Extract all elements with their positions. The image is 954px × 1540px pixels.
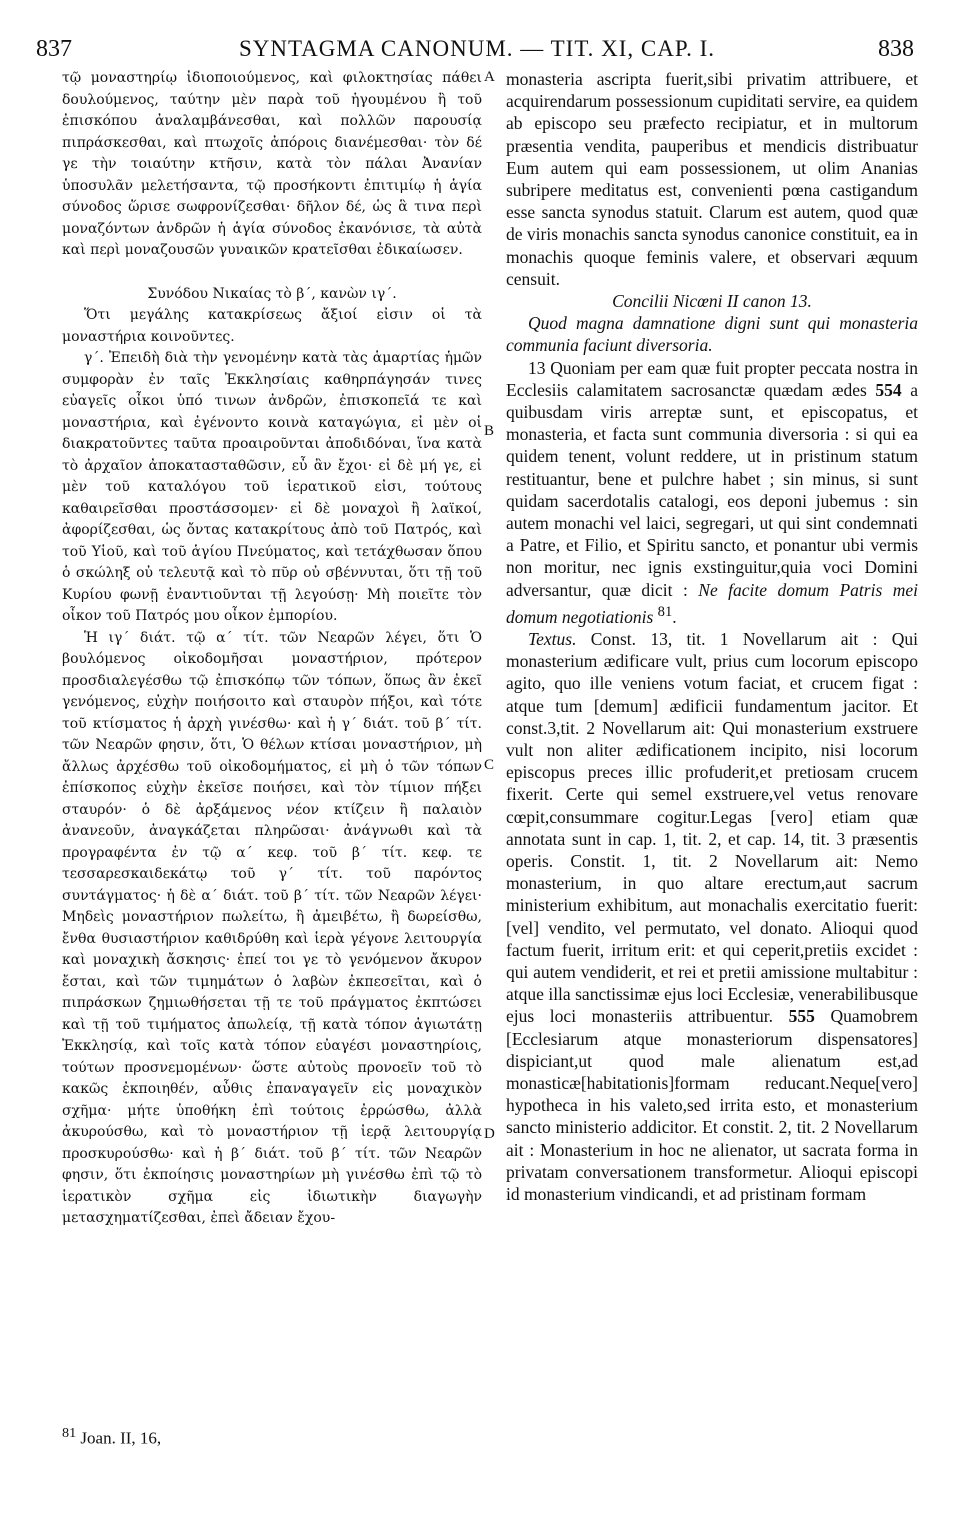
footnote xyxy=(62,1425,161,1449)
latin-p2-mid: a quibusdam viris arreptæ sunt, et episcopatus, et monasteria, et facta sunt communia diversoria : si qui ea quidem tenent, volunt reddere, ut in pristinum statum restituantur, bene et pulchre habet ; sin minus, si sunt quidam sacerdotalis catalogi, eos deponi jubemus : sin autem monachi vel laici, segregari, ut qui sint condemnati a Patre, et Filio, et Spiritu sancto, et ponantur ubi vermis non moritur, nec ignis exstinguitur,quia voci Domini adversantur, quæ dicit : xyxy=(506,379,918,600)
latin-paragraph-1: monasteria ascripta fuerit,sibi privatim attribuere, et acquirendarum possessionum cupiditati servire, ea quidem ab episcopo seu præfecto recipiatur, et in multorum præsentia vendita, pauperibus et mendicis distribuatur Eum autem qui eam possessionem, ut olim Ananias subripere meditatus est, convenienti pœna castigandum esse sancta synodus statuit. Clarum est autem, quod quæ de viris monachis sancta synodus canonice constituit, ea in monachis quoque feminis valere, et observari æquum censuit. xyxy=(506,69,918,289)
latin-canon-subheading: Quod magna damnatione digni sunt qui monasteria communia faciunt diversoria. xyxy=(506,313,918,356)
footnote-text: Joan. II, 16, xyxy=(76,1428,162,1448)
page-marker-555: 555 xyxy=(788,1006,815,1027)
margin-letter-a: A xyxy=(484,69,495,85)
greek-canon-subheading: Ὅτι μεγάλης κατακρίσεως ἄξιοί εἰσιν οἱ τὰ μοναστήρια κοινοῦντες. xyxy=(62,307,482,345)
latin-scripture-quote: Ne facite domum Patris mei domum negotiationis xyxy=(506,579,918,627)
latin-textus-label: Textus. xyxy=(528,628,577,649)
latin-p3-b: Quamobrem [Ecclesiarum atque monasteriorum dispensatores] dispiciant,ut quod male alienatum est,ad monasticæ[habitationis]formam reducant.Neque[vero] hypotheca in his valeto,sed irrita esto, et monasterium sancto ministerio addicitor. Et constit. 2, tit. 2 Novellarum ait : Monasterium in hoc ne alienator, ut sacrata forma in privatam conversationem transformetur. Alioqui episcopi id monasterium vindicandi, et ad pristinam formam xyxy=(506,1006,918,1204)
greek-paragraph-2: γ΄. Ἐπειδὴ διὰ τὴν γενομένην κατὰ τὰς ἁμαρτίας ἡμῶν συμφορὰν ἐν ταῖς Ἐκκλησίαις καθηρπάγησάν τινες εὐαγεῖς οἶκοι ὑπό τινων ἀνδρῶν, ἐπισκοπεῖά τε καὶ μοναστήρια, καὶ ἐγένοντο κοινὰ καταγώγια, εἰ μὲν οἱ διακρατοῦντες ταῦτα προαιροῦνται ἀποδιδόναι, ἵνα κατὰ τὸ ἀρχαῖον ἀποκατασταθῶσιν, εὖ ἂν ἔχοι· εἰ δὲ μή γε, εἰ μὲν τοῦ καταλόγου τοῦ ἱερατικοῦ εἰσι, τούτους καθαιρεῖσθαι προστάσσομεν· εἰ δὲ μοναχοὶ ἢ λαϊκοί, ἀφορίζεσθαι, ὡς ὄντας κατακρίτους ἀπὸ τοῦ Πατρός, καὶ τοῦ Υἱοῦ, καὶ τοῦ ἁγίου Πνεύματος, καὶ τετάχθωσαν ὅπου ὁ σκώληξ οὐ τελευτᾷ καὶ τὸ πῦρ οὐ σβέννυται, ὅτι τῇ τοῦ Κυρίου φωνῇ ἐναντιοῦνται τῇ λεγούσῃ· Μὴ ποιεῖτε τὸν οἶκον τοῦ Πατρός μου οἶκον ἐμπορίου. xyxy=(62,350,482,624)
greek-canon-heading: Συνόδου Νικαίας τὸ β΄, κανὼν ιγ΄. xyxy=(147,285,397,302)
latin-paragraph-2: 13 Quoniam per eam quæ fuit propter peccata nostra in Ecclesiis calamitatem sacrosanctæ quædam ædes 554 a quibusdam viris arreptæ sunt, et episcopatus, et monasteria, et facta sunt communia diversoria : si qui ea quidem tenent, volunt reddere, ut in pristinum statum restituantur, bene et pulchre habet ; sin minus, si sunt quidam sacerdotalis catalogi, eos deponi jubemus : sin autem monachi vel laici, segregari, ut qui sint condemnati a Patre, et Filio, et Spiritu sancto, et ponantur ubi vermis non moritur, nec ignis exstinguitur,quia voci Domini adversantur, quæ dicit : Ne facite domum Patris mei domum negotiationis $^{81}$. xyxy=(506,357,918,627)
footnote-ref-81: 81 xyxy=(657,603,673,620)
page-number-left: 837 xyxy=(36,36,72,62)
greek-column xyxy=(62,68,482,1230)
latin-p2-start: 13 Quoniam per eam quæ fuit propter peccata nostra in Ecclesiis calamitatem sacrosanctæ quædam ædes xyxy=(506,357,918,400)
page-number-right: 838 xyxy=(878,36,914,62)
page-marker-554: 554 xyxy=(875,379,902,400)
running-title: SYNTAGMA CANONUM. — TIT. XI, CAP. I. xyxy=(238,36,716,61)
latin-canon-heading: Concilii Nicœni II canon 13. xyxy=(612,291,812,312)
greek-paragraph-3: Ἡ ιγ΄ διάτ. τῷ α΄ τίτ. τῶν Νεαρῶν λέγει, ὅτι Ὁ βουλόμενος οἰκοδομῆσαι μοναστήριον, πρότερον προσδιαλεγέσθω τῷ ἐπισκόπῳ τῶν τόπων, ὅπως ἂν ἐκεῖ γενόμενος, εὐχὴν ποιήσοιτο καὶ σταυρὸν πήξοι, καὶ τότε τοῦ κτίσματος ἡ ἀρχὴ γινέσθω· καὶ ἡ γ΄ διάτ. τοῦ β΄ τίτ. τῶν Νεαρῶν φησιν, ὅτι, Ὁ θέλων κτίσαι μοναστήριον, μὴ ἄλλως ἀρχέσθω τοῦ οἰκοδομήματος, εἰ μὴ ὁ τῶν τόπων ἐπίσκοπος εὐχὴν ἐκεῖσε ποιήσει, καὶ τὸν τίμιον πήξει σταυρόν· ὁ δὲ ἀρξάμενος νέον κτίζειν ἢ παλαιὸν ἀνανεοῦν, ἀναγκάζεται πληρῶσαι· ἀνάγνωθι καὶ τὰ προγραφέντα ἐν τῷ α΄ κεφ. τοῦ β΄ τίτ. κεφ. τε τεσσαρεσκαιδεκάτῳ τοῦ γ΄ τίτ. τοῦ παρόντος συντάγματος· ἡ δὲ α΄ διάτ. τοῦ β΄ τίτ. τῶν Νεαρῶν λέγει· Μηδεὶς μοναστήριον πωλείτω, ἢ ἀμειβέτω, ἢ δωρείσθω, ἔνθα θυσιαστήριον καθιδρύθη καὶ ἱερὰ γέγονε λειτουργία καὶ μοναχικὴ ἄσκησις· ἐπεί τοι γε τὸ γενόμενον ἄκυρον ἔσται, καὶ τῶν τιμημάτων ὁ λαβὼν ἐκπεσεῖται, καὶ ὁ πιπράσκων ζημιωθήσεται τῇ τε τοῦ πράγματος ἐκπτώσει καὶ τῇ τοῦ τιμήματος ἀπωλείᾳ, τῇ κατὰ τόπον ἁγιωτάτῃ Ἐκκλησίᾳ, καὶ τοῖς κατὰ τόπον εὐαγέσι μοναστηρίοις, τούτων προσνεμομένων· ὥστε αὐτοὺς προνοεῖν τοῦ τὸ κακῶς ἐκποιηθέν, αὖθις ἐπαναγαγεῖν εἰς μοναχικὸν σχῆμα· μήτε ὑποθήκη ἐπὶ τούτοις ἐρρώσθω, ἀλλὰ ἀκυρούσθω, καὶ τὸ μοναστήριον τῇ ἱερᾷ λειτουργίᾳ προσκυρούσθω· καὶ ἡ β΄ διάτ. τοῦ β΄ τίτ. τῶν Νεαρῶν φησιν, ὅτι ἐκποίησις μοναστηρίων μὴ γινέσθω ἐπὶ τῷ τὸ ἱερατικὸν σχῆμα εἰς ἰδιωτικὴν διαγωγὴν μετασχηματίζεσθαι, ἐπεὶ ἄδειαν ἔχου- xyxy=(62,629,482,1226)
latin-column xyxy=(506,68,918,1205)
margin-letter-c: C xyxy=(484,757,495,773)
page-header xyxy=(0,0,954,70)
latin-paragraph-3 xyxy=(506,628,918,1205)
margin-letter-d: D xyxy=(484,1126,495,1142)
footnote-number: 81 xyxy=(62,1425,77,1441)
greek-paragraph-1: τῷ μοναστηρίῳ ἰδιοποιούμενος, καὶ φιλοκτησίας πάθει δουλούμενος, ταύτην μὲν παρὰ τοῦ ἡγουμένου ἢ τοῦ ἐπισκόπου ἀναλαμβάνεσθαι, καὶ πολλῶν παρουσίᾳ πιπράσκεσθαι, καὶ πτωχοῖς ἀπόροις διανέμεσθαι· τὸν δέ γε τὴν τοιαύτην κτῆσιν, κατὰ τὸν πάλαι Ἀνανίαν ὑποσυλᾶν μελετήσαντα, τῷ προσήκοντι ἐπιτιμίῳ ἡ ἁγία σύνοδος ὥρισε σωφρονίζεσθαι· δῆλον δέ, ὡς ἃ τινα περὶ μοναζόντων ἀνδρῶν ἡ ἁγία σύνοδος ἐκανόνισε, τὰ αὐτὰ καὶ περὶ μοναζουσῶν γυναικῶν κρατεῖσθαι ἐδικαίωσεν. xyxy=(62,70,482,258)
margin-letter-b: B xyxy=(484,423,495,439)
latin-p3-a: Const. 13, tit. 1 Novellarum ait : Qui monasterium ædificare vult, prius cum locorum episcopo agito, quo ille veniens votum faciat, et crucem figat : atque tum [demum] ædificii fundamentum jacitor. Et const.3,tit. 2 Novellarum ait: Qui monasterium exstruere vult non aliter ædificationem incipito, nisi locorum episcopus preces illic profuderit,et pretiosam crucem fixerit. Certe qui semel exstruere,vel vetus renovare cœpit,consummare cogitur.Legas [vero] etiam quæ annotata sunt in cap. 1, tit. 2, et cap. 14, tit. 3 præsentis operis. Constit. 1, tit. 2 Novellarum ait: Nemo monasterium, in quo altare erectum,aut sacrum ministerium exhibitum, aut monachalis exercitatio fuerit: [vel] vendito, vel permutato, vel donato. Alioqui quod factum fuerit, irritum erit: et qui ceperit,pretiis excidet : qui autem vendiderit, et rei et pretii amissione multabitur : atque illa sanctissimæ ejus loci Ecclesiæ, venerabilibusque ejus loci monasteriis attribuentur. xyxy=(506,628,918,1027)
